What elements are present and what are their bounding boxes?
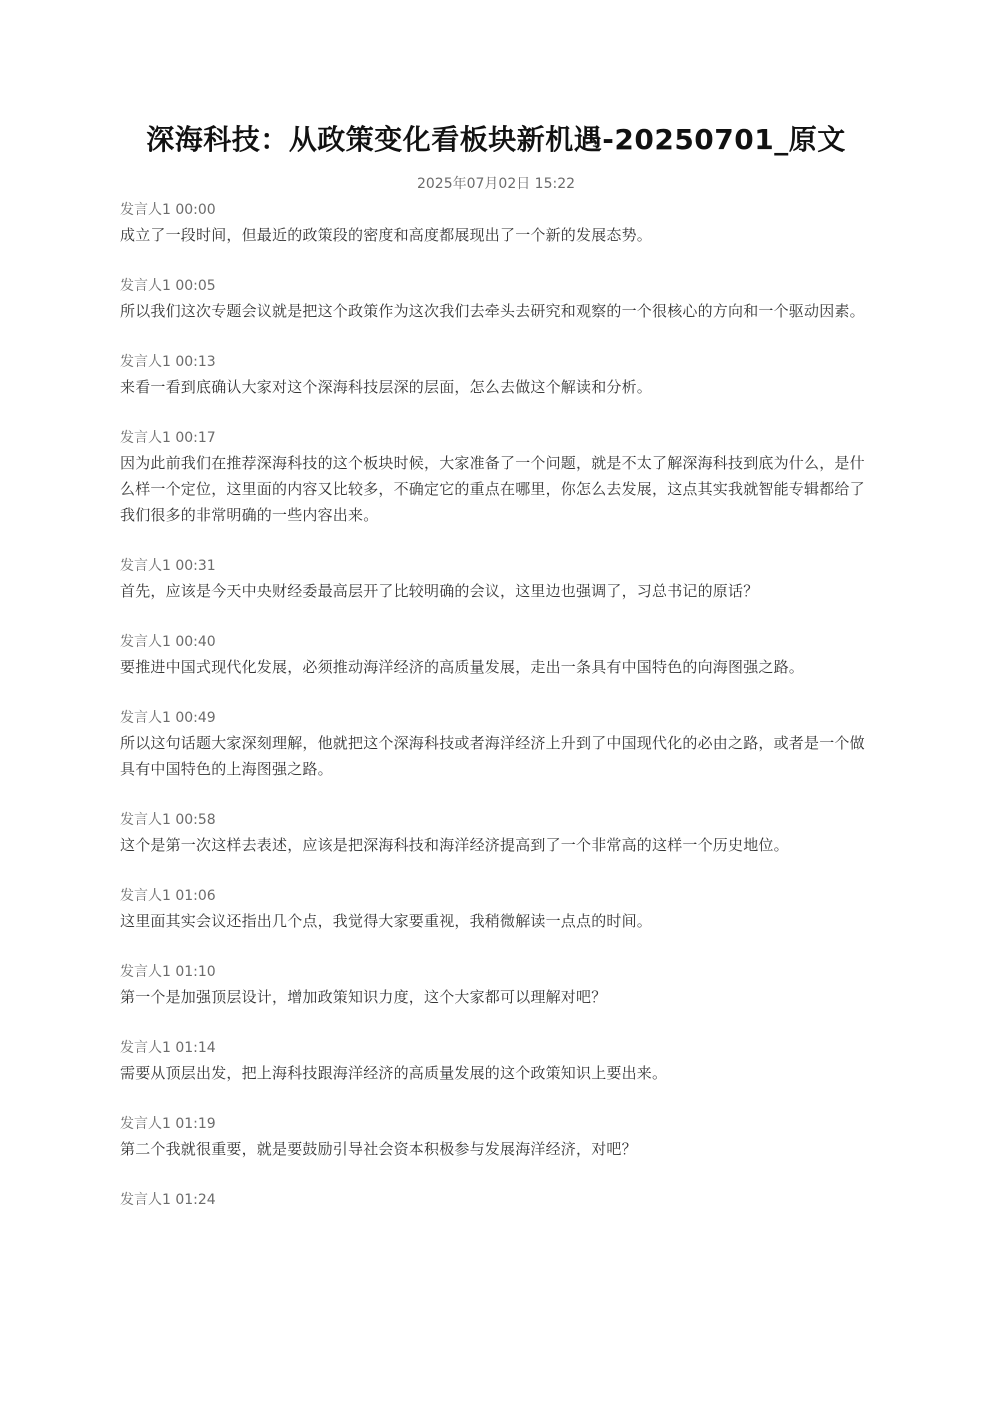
transcript-entry — [120, 630, 872, 680]
transcript-text: 所以我们这次专题会议就是把这个政策作为这次我们去牵头去研究和观察的一个很核心的方向和一个驱动因素。 — [120, 302, 865, 320]
document-date: 2025年07月02日 15:22 — [416, 176, 576, 192]
transcript-text: 因为此前我们在推荐深海科技的这个板块时候，大家准备了一个问题，就是不太了解深海科技到底为什么，是什么样一个定位，这里面的内容又比较多，不确定它的重点在哪里，你怎么去发展，这点其实我就智能专辑都给了我们很多的非常明确的一些内容出来。 — [120, 454, 865, 524]
transcript-entry — [120, 1036, 872, 1086]
transcript-entry — [120, 554, 872, 604]
speaker-timestamp: 发言人1 00:58 — [120, 812, 216, 828]
speaker-timestamp: 发言人1 01:14 — [120, 1040, 216, 1056]
speaker-timestamp: 发言人1 00:00 — [120, 202, 216, 218]
speaker-timestamp: 发言人1 00:05 — [120, 278, 216, 294]
speaker-timestamp: 发言人1 01:10 — [120, 964, 216, 980]
speaker-timestamp: 发言人1 00:40 — [120, 634, 216, 650]
transcript-text: 成立了一段时间，但最近的政策段的密度和高度都展现出了一个新的发展态势。 — [120, 226, 653, 244]
transcript-text: 第二个我就很重要，就是要鼓励引导社会资本积极参与发展海洋经济，对吧？ — [120, 1140, 637, 1158]
transcript-entry — [120, 706, 872, 782]
transcript-text: 首先，应该是今天中央财经委最高层开了比较明确的会议，这里边也强调了，习总书记的原话？ — [120, 582, 759, 600]
transcript-text: 要推进中国式现代化发展，必须推动海洋经济的高质量发展，走出一条具有中国特色的向海图强之路。 — [120, 658, 805, 676]
speaker-timestamp: 发言人1 00:17 — [120, 430, 216, 446]
transcript-entry — [120, 274, 872, 324]
transcript — [120, 198, 872, 1238]
transcript-text: 需要从顶层出发，把上海科技跟海洋经济的高质量发展的这个政策知识上要出来。 — [120, 1064, 668, 1082]
transcript-entry — [120, 198, 872, 248]
document-title: 深海科技：从政策变化看板块新机遇-20250701_原文 — [146, 123, 846, 156]
speaker-timestamp: 发言人1 00:13 — [120, 354, 216, 370]
transcript-entry — [120, 808, 872, 858]
speaker-timestamp: 发言人1 01:19 — [120, 1116, 216, 1132]
transcript-entry — [120, 884, 872, 934]
speaker-timestamp: 发言人1 00:49 — [120, 710, 216, 726]
transcript-entry — [120, 426, 872, 528]
transcript-text: 所以这句话题大家深刻理解，他就把这个深海科技或者海洋经济上升到了中国现代化的必由之路，或者是一个做具有中国特色的上海图强之路。 — [120, 734, 865, 778]
transcript-entry — [120, 1188, 872, 1212]
transcript-entry — [120, 1112, 872, 1162]
transcript-text: 这里面其实会议还指出几个点，我觉得大家要重视，我稍微解读一点点的时间。 — [120, 912, 653, 930]
speaker-timestamp: 发言人1 00:31 — [120, 558, 216, 574]
transcript-entry — [120, 960, 872, 1010]
speaker-timestamp: 发言人1 01:24 — [120, 1192, 216, 1208]
transcript-text: 第一个是加强顶层设计，增加政策知识力度，这个大家都可以理解对吧？ — [120, 988, 607, 1006]
transcript-entry — [120, 350, 872, 400]
transcript-text: 来看一看到底确认大家对这个深海科技层深的层面，怎么去做这个解读和分析。 — [120, 378, 653, 396]
transcript-text: 这个是第一次这样去表述，应该是把深海科技和海洋经济提高到了一个非常高的这样一个历史地位。 — [120, 836, 789, 854]
speaker-timestamp: 发言人1 01:06 — [120, 888, 216, 904]
